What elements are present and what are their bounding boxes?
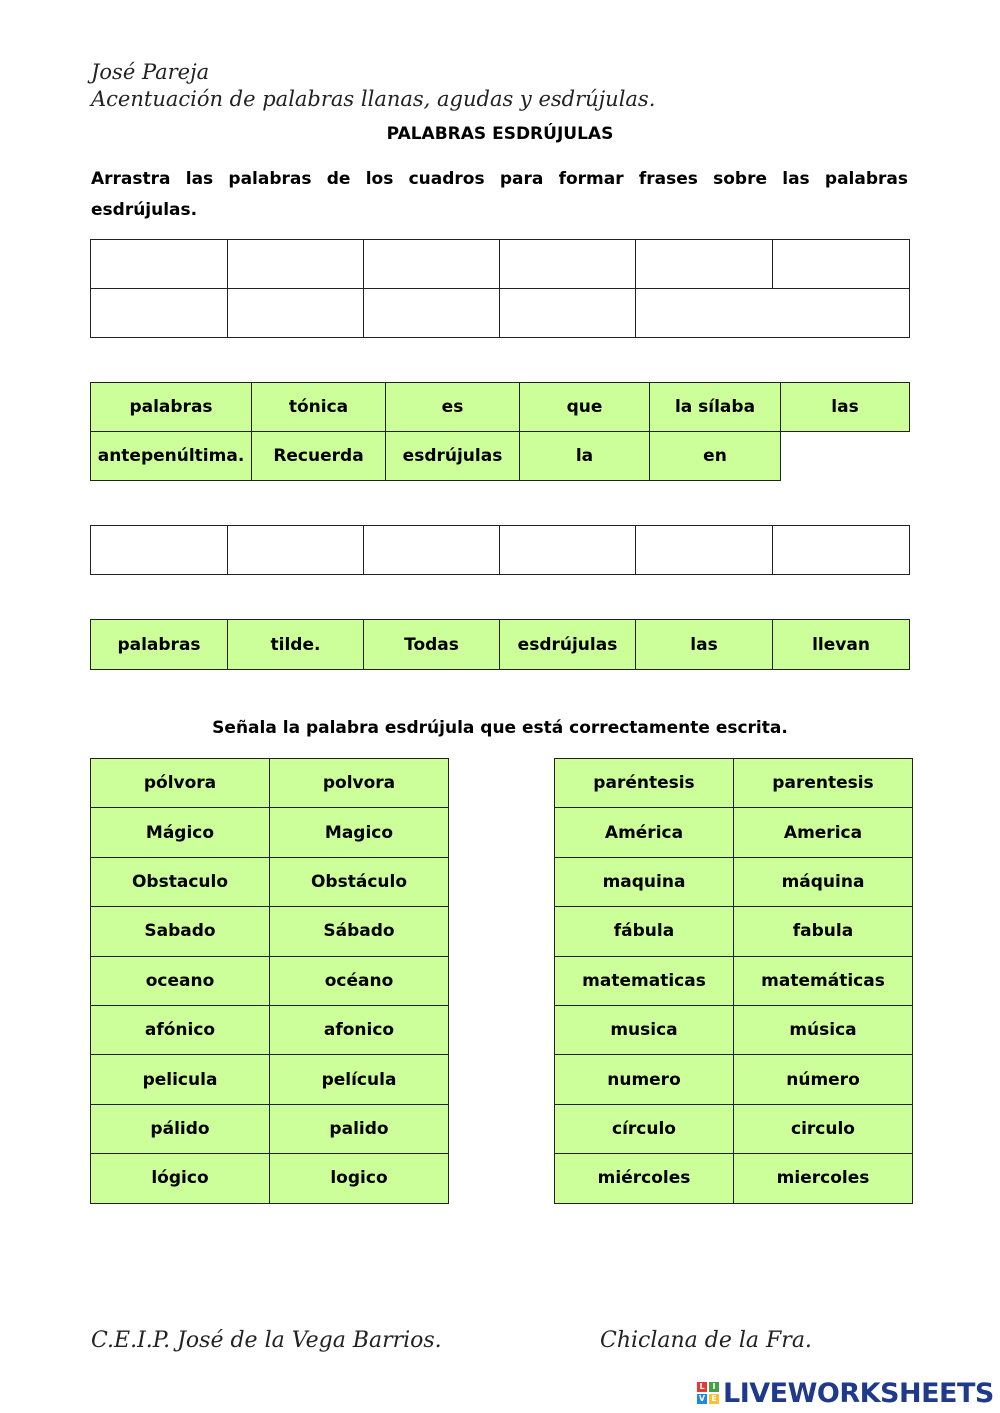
logo-letter: E [709, 1394, 719, 1404]
logo-letter: V [698, 1394, 706, 1403]
word-tile[interactable]: esdrújulas [500, 620, 636, 670]
word-option[interactable]: afonico [270, 1005, 449, 1054]
word-option[interactable]: Magico [270, 808, 449, 857]
word-tile[interactable]: palabras [91, 620, 228, 670]
choice-row [555, 1154, 913, 1203]
choice-row [555, 1005, 913, 1054]
word-option[interactable]: matematicas [555, 956, 734, 1005]
choice-row [91, 1005, 449, 1054]
word-tile[interactable]: palabras [91, 383, 252, 432]
word-tile[interactable]: esdrújulas [386, 432, 520, 481]
word-tile[interactable]: la sílaba [650, 383, 781, 432]
choice-row [91, 1055, 449, 1104]
logo-letter: L [697, 1382, 707, 1392]
drop-slot[interactable] [364, 240, 500, 289]
word-bank-1 [90, 382, 910, 481]
choice-row [555, 956, 913, 1005]
word-option[interactable]: maquina [555, 857, 734, 906]
choice-row [91, 857, 449, 906]
word-option[interactable]: música [734, 1005, 913, 1054]
word-tile[interactable]: Recuerda [252, 432, 386, 481]
word-option[interactable]: parentesis [734, 759, 913, 808]
word-option[interactable]: polvora [270, 759, 449, 808]
instruction-drag-line2: esdrújulas. [91, 200, 198, 220]
word-option[interactable]: Sábado [270, 907, 449, 956]
choice-row [91, 759, 449, 808]
choice-row [91, 808, 449, 857]
word-option[interactable]: número [734, 1055, 913, 1104]
word-tile[interactable]: que [520, 383, 650, 432]
word-tile[interactable]: las [781, 383, 910, 432]
choice-row [555, 1055, 913, 1104]
drop-slot[interactable] [636, 240, 773, 289]
word-option[interactable]: fabula [734, 907, 913, 956]
word-option[interactable]: máquina [734, 857, 913, 906]
choice-row [91, 956, 449, 1005]
word-option[interactable]: musica [555, 1005, 734, 1054]
word-tile[interactable]: la [520, 432, 650, 481]
word-option[interactable]: paréntesis [555, 759, 734, 808]
drop-zone-sentence-2 [90, 525, 910, 575]
logo-text: LIVEWORKSHEETS [723, 1377, 994, 1409]
drop-slot[interactable] [91, 289, 228, 338]
word-option[interactable]: numero [555, 1055, 734, 1104]
word-option[interactable]: pólvora [91, 759, 270, 808]
drop-slot[interactable] [228, 240, 364, 289]
choice-row [91, 1154, 449, 1203]
word-tile[interactable]: en [650, 432, 781, 481]
choice-row [555, 857, 913, 906]
drop-slot[interactable] [228, 289, 364, 338]
choice-row [91, 907, 449, 956]
logo-letter: I [709, 1382, 719, 1392]
drop-slot[interactable] [636, 526, 773, 575]
word-tile[interactable]: llevan [773, 620, 910, 670]
drop-slot[interactable] [364, 289, 500, 338]
drop-slot[interactable] [500, 289, 636, 338]
author-name: José Pareja [91, 60, 210, 84]
drop-slot[interactable] [91, 240, 228, 289]
drop-slot[interactable] [91, 526, 228, 575]
blank-cell [781, 432, 910, 481]
word-option[interactable]: afónico [91, 1005, 270, 1054]
choice-table-left [90, 758, 449, 1204]
word-bank-2 [90, 619, 910, 670]
instruction-select: Señala la palabra esdrújula que está correctamente escrita. [212, 718, 788, 738]
word-option[interactable]: película [270, 1055, 449, 1104]
word-tile[interactable]: tilde. [228, 620, 364, 670]
drop-slot[interactable] [500, 526, 636, 575]
word-option[interactable]: America [734, 808, 913, 857]
word-option[interactable]: Sabado [91, 907, 270, 956]
word-tile[interactable]: las [636, 620, 773, 670]
drop-zone-sentence-1 [90, 239, 910, 338]
choice-row [555, 1104, 913, 1153]
drop-slot[interactable] [773, 526, 910, 575]
word-option[interactable]: fábula [555, 907, 734, 956]
page-title: PALABRAS ESDRÚJULAS [386, 124, 614, 144]
footer-school: C.E.I.P. José de la Vega Barrios. [91, 1328, 442, 1353]
drop-slot[interactable] [364, 526, 500, 575]
worksheet-subtitle: Acentuación de palabras llanas, agudas y esdrújulas. [91, 87, 656, 111]
word-option[interactable]: matemáticas [734, 956, 913, 1005]
word-option[interactable]: logico [270, 1154, 449, 1203]
word-option[interactable]: Obstaculo [91, 857, 270, 906]
word-option[interactable]: miércoles [555, 1154, 734, 1203]
choice-row [555, 808, 913, 857]
word-tile[interactable]: tónica [252, 383, 386, 432]
word-option[interactable]: miercoles [734, 1154, 913, 1203]
word-tile[interactable]: Todas [364, 620, 500, 670]
drop-slot[interactable] [500, 240, 636, 289]
choice-row [555, 907, 913, 956]
drop-slot[interactable] [228, 526, 364, 575]
word-option[interactable]: lógico [91, 1154, 270, 1203]
word-option[interactable]: pelicula [91, 1055, 270, 1104]
drop-slot[interactable] [636, 289, 910, 338]
word-option[interactable]: circulo [734, 1104, 913, 1153]
choice-row [555, 759, 913, 808]
word-option[interactable]: océano [270, 956, 449, 1005]
drop-slot[interactable] [773, 240, 910, 289]
liveworksheets-logo [697, 1378, 994, 1408]
word-option[interactable]: América [555, 808, 734, 857]
word-option[interactable]: palido [270, 1104, 449, 1153]
footer-town: Chiclana de la Fra. [600, 1328, 812, 1353]
instruction-drag-line1: Arrastra las palabras de los cuadros para formar frases sobre las palabras [91, 169, 908, 189]
word-option[interactable]: pálido [91, 1104, 270, 1153]
word-option[interactable]: círculo [555, 1104, 734, 1153]
word-option[interactable]: Mágico [91, 808, 270, 857]
choice-table-right [554, 758, 913, 1204]
word-tile[interactable]: antepenúltima. [91, 432, 252, 481]
liveworksheets-logo-icon [697, 1382, 719, 1404]
word-option[interactable]: Obstáculo [270, 857, 449, 906]
choice-row [91, 1104, 449, 1153]
word-option[interactable]: oceano [91, 956, 270, 1005]
word-tile[interactable]: es [386, 383, 520, 432]
